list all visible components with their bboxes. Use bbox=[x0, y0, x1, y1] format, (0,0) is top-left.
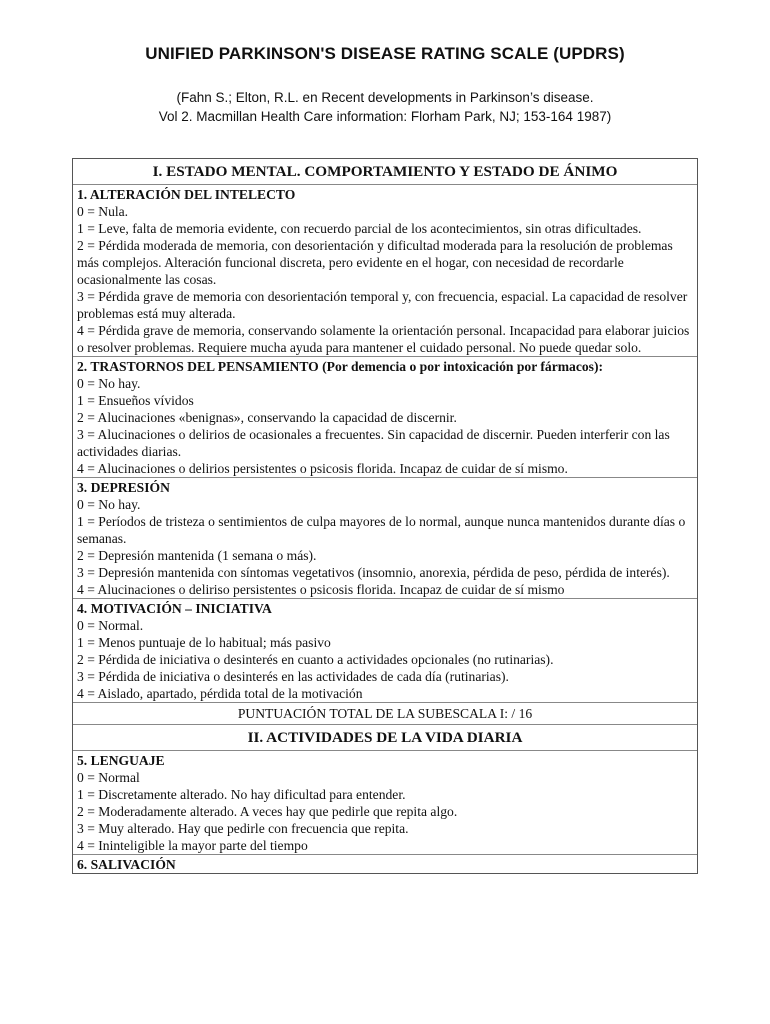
option: 2 = Moderadamente alterado. A veces hay que pedirle que repita algo. bbox=[77, 804, 458, 819]
option: 1 = Discretamente alterado. No hay dificultad para entender. bbox=[77, 787, 406, 802]
option: 0 = Normal. bbox=[77, 618, 144, 633]
item-title: 3. DEPRESIÓN bbox=[77, 480, 170, 495]
option: 2 = Depresión mantenida (1 semana o más). bbox=[77, 548, 317, 563]
section-1-header: I. ESTADO MENTAL. COMPORTAMIENTO Y ESTADO DE ÁNIMO bbox=[73, 159, 697, 185]
subscale-1-total: PUNTUACIÓN TOTAL DE LA SUBESCALA I: / 16 bbox=[73, 703, 697, 725]
option: 3 = Depresión mantenida con síntomas vegetativos (insomnio, anorexia, pérdida de peso, pérdida de interés). bbox=[77, 565, 670, 580]
option: 4 = Aislado, apartado, pérdida total de la motivación bbox=[77, 686, 363, 701]
option: 2 = Pérdida moderada de memoria, con desorientación y dificultad moderada para la resolución de problemas más complejos. Alteración funcional discreta, pero evidente en el hogar, con necesidad de recordarle ocasionalmente las cosas. bbox=[77, 238, 673, 287]
option: 4 = Ininteligible la mayor parte del tiempo bbox=[77, 838, 308, 853]
document-title: UNIFIED PARKINSON'S DISEASE RATING SCALE (UPDRS) bbox=[145, 44, 625, 63]
option: 1 = Ensueños vívidos bbox=[77, 393, 194, 408]
item-3-depression bbox=[73, 478, 697, 599]
option: 1 = Períodos de tristeza o sentimientos de culpa mayores de lo normal, aunque nunca mantenidos durante días o semanas. bbox=[77, 514, 686, 546]
option: 0 = No hay. bbox=[77, 376, 141, 391]
item-4-motivation bbox=[73, 599, 697, 703]
option: 4 = Alucinaciones o deliriso persistentes o psicosis florida. Incapaz de cuidar de sí mismo bbox=[77, 582, 565, 597]
item-title: 6. SALIVACIÓN bbox=[77, 857, 176, 872]
item-title: 2. TRASTORNOS DEL PENSAMIENTO (Por demencia o por intoxicación por fármacos): bbox=[77, 359, 604, 374]
option: 3 = Muy alterado. Hay que pedirle con frecuencia que repita. bbox=[77, 821, 409, 836]
section-2-header: II. ACTIVIDADES DE LA VIDA DIARIA bbox=[73, 725, 697, 751]
item-title: 5. LENGUAJE bbox=[77, 753, 165, 768]
item-6-salivation bbox=[73, 855, 697, 874]
item-5-speech bbox=[73, 751, 697, 855]
item-2-thought-disorders bbox=[73, 357, 697, 478]
citation-line-1: (Fahn S.; Elton, R.L. en Recent developments in Parkinson’s disease. bbox=[176, 90, 594, 105]
item-1-intellect bbox=[73, 185, 697, 357]
option: 4 = Alucinaciones o delirios persistentes o psicosis florida. Incapaz de cuidar de sí mismo. bbox=[77, 461, 568, 476]
option: 1 = Leve, falta de memoria evidente, con recuerdo parcial de los acontecimientos, sin otras dificultades. bbox=[77, 221, 642, 236]
option: 1 = Menos puntuaje de lo habitual; más pasivo bbox=[77, 635, 331, 650]
option: 2 = Pérdida de iniciativa o desinterés en cuanto a actividades opcionales (no rutinarias). bbox=[77, 652, 554, 667]
option: 3 = Pérdida grave de memoria con desorientación temporal y, con frecuencia, espacial. La capacidad de resolver problemas está muy alterada. bbox=[77, 289, 688, 321]
option: 0 = No hay. bbox=[77, 497, 141, 512]
option: 0 = Normal bbox=[77, 770, 140, 785]
option: 3 = Pérdida de iniciativa o desinterés en las actividades de cada día (rutinarias). bbox=[77, 669, 509, 684]
option: 2 = Alucinaciones «benignas», conservando la capacidad de discernir. bbox=[77, 410, 457, 425]
option: 0 = Nula. bbox=[77, 204, 129, 219]
citation bbox=[0, 88, 770, 126]
item-title: 4. MOTIVACIÓN – INICIATIVA bbox=[77, 601, 272, 616]
rating-scale-table bbox=[72, 158, 698, 874]
citation-line-2: Vol 2. Macmillan Health Care information: Florham Park, NJ; 153-164 1987) bbox=[158, 109, 612, 124]
item-title: 1. ALTERACIÓN DEL INTELECTO bbox=[77, 187, 296, 202]
option: 4 = Pérdida grave de memoria, conservando solamente la orientación personal. Incapacidad para elaborar juicios o resolver problemas. Requiere mucha ayuda para mantener el cuidado personal. No puede quedar solo. bbox=[77, 323, 690, 355]
option: 3 = Alucinaciones o delirios de ocasionales a frecuentes. Sin capacidad de discernir. Pueden interferir con las actividades diarias. bbox=[77, 427, 670, 459]
